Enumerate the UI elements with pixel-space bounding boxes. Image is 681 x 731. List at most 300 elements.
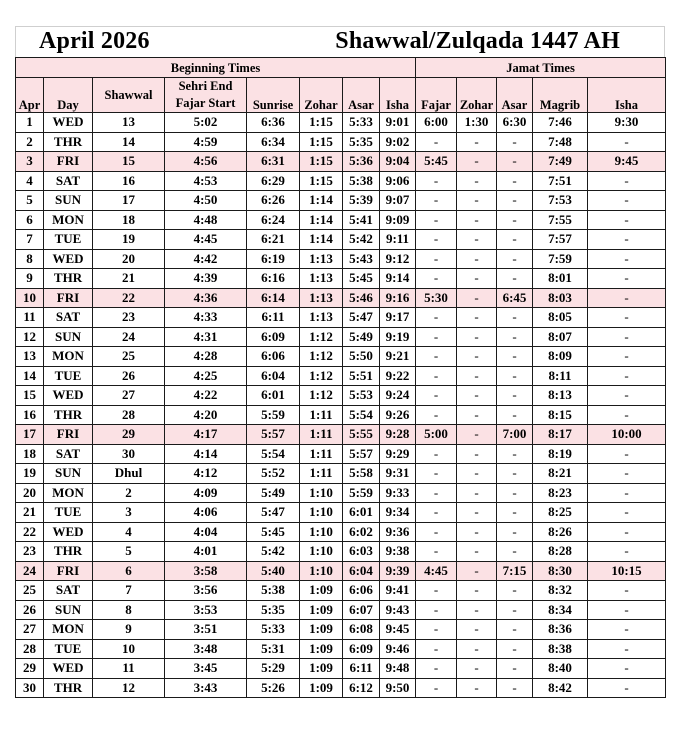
cell-jamat-magrib: 8:25 [533,503,588,523]
cell-jamat-asar: - [497,581,533,601]
cell-jamat-asar: - [497,191,533,211]
timetable-body [16,113,666,698]
cell-zohar: 1:15 [300,132,343,152]
cell-sunrise: 6:06 [247,347,300,367]
cell-isha: 9:46 [380,639,416,659]
cell-isha: 9:29 [380,444,416,464]
cell-jamat-fajar: - [416,444,457,464]
cell-fajar-start: 4:31 [165,327,247,347]
cell-isha: 9:16 [380,288,416,308]
cell-jamat-magrib: 8:42 [533,678,588,698]
cell-jamat-zohar: - [457,230,497,250]
cell-jamat-isha: - [588,308,666,328]
cell-day: MON [44,620,93,640]
cell-asar: 5:36 [343,152,380,172]
cell-jamat-zohar: - [457,347,497,367]
cell-jamat-asar: - [497,269,533,289]
cell-fajar-start: 4:22 [165,386,247,406]
cell-isha: 9:41 [380,581,416,601]
cell-fajar-start: 4:12 [165,464,247,484]
cell-isha: 9:48 [380,659,416,679]
cell-jamat-magrib: 8:21 [533,464,588,484]
table-row [16,659,666,679]
cell-jamat-fajar: 6:00 [416,113,457,133]
cell-jamat-asar: - [497,366,533,386]
cell-jamat-asar: - [497,639,533,659]
cell-jamat-fajar: - [416,600,457,620]
cell-jamat-magrib: 7:57 [533,230,588,250]
cell-sunrise: 6:34 [247,132,300,152]
cell-jamat-fajar: - [416,581,457,601]
cell-day: MON [44,483,93,503]
cell-hijri: 25 [93,347,165,367]
cell-sunrise: 6:31 [247,152,300,172]
col-jamat-magrib: Magrib [533,78,588,113]
cell-jamat-magrib: 8:23 [533,483,588,503]
cell-sunrise: 5:45 [247,522,300,542]
cell-fajar-start: 4:42 [165,249,247,269]
table-row [16,288,666,308]
cell-isha: 9:01 [380,113,416,133]
cell-sunrise: 5:33 [247,620,300,640]
cell-isha: 9:14 [380,269,416,289]
cell-isha: 9:31 [380,464,416,484]
col-fajar-start-label: Fajar Start [175,96,236,110]
cell-hijri: 27 [93,386,165,406]
table-row [16,249,666,269]
cell-zohar: 1:12 [300,327,343,347]
cell-asar: 5:43 [343,249,380,269]
cell-date: 11 [16,308,44,328]
timetable-sheet [15,26,665,698]
cell-asar: 6:01 [343,503,380,523]
table-row [16,425,666,445]
cell-jamat-isha: - [588,366,666,386]
cell-zohar: 1:11 [300,444,343,464]
cell-day: FRI [44,152,93,172]
cell-jamat-asar: 6:30 [497,113,533,133]
cell-jamat-magrib: 8:34 [533,600,588,620]
cell-asar: 5:49 [343,327,380,347]
col-apr: Apr [16,78,44,113]
col-day: Day [44,78,93,113]
cell-zohar: 1:09 [300,620,343,640]
cell-jamat-magrib: 8:01 [533,269,588,289]
cell-date: 13 [16,347,44,367]
cell-jamat-asar: - [497,230,533,250]
cell-sunrise: 6:11 [247,308,300,328]
cell-asar: 5:38 [343,171,380,191]
cell-asar: 5:53 [343,386,380,406]
cell-day: WED [44,249,93,269]
cell-sunrise: 6:09 [247,327,300,347]
cell-jamat-zohar: - [457,288,497,308]
cell-jamat-asar: - [497,249,533,269]
cell-jamat-asar: - [497,503,533,523]
cell-jamat-isha: - [588,581,666,601]
col-asar: Asar [343,78,380,113]
cell-sunrise: 5:38 [247,581,300,601]
cell-hijri: 11 [93,659,165,679]
cell-fajar-start: 4:25 [165,366,247,386]
table-row [16,191,666,211]
cell-day: SAT [44,171,93,191]
cell-asar: 5:46 [343,288,380,308]
cell-zohar: 1:11 [300,464,343,484]
table-row [16,464,666,484]
cell-jamat-isha: - [588,639,666,659]
cell-jamat-asar: - [497,210,533,230]
cell-isha: 9:33 [380,483,416,503]
cell-isha: 9:26 [380,405,416,425]
cell-fajar-start: 4:14 [165,444,247,464]
cell-day: FRI [44,561,93,581]
cell-isha: 9:12 [380,249,416,269]
cell-date: 4 [16,171,44,191]
cell-date: 17 [16,425,44,445]
cell-jamat-fajar: - [416,171,457,191]
table-row [16,366,666,386]
cell-hijri: 2 [93,483,165,503]
col-zohar: Zohar [300,78,343,113]
cell-sunrise: 5:54 [247,444,300,464]
cell-jamat-asar: - [497,308,533,328]
cell-asar: 5:42 [343,230,380,250]
cell-jamat-zohar: - [457,308,497,328]
cell-date: 14 [16,366,44,386]
cell-jamat-asar: - [497,347,533,367]
cell-day: TUE [44,230,93,250]
cell-hijri: 13 [93,113,165,133]
cell-asar: 5:33 [343,113,380,133]
col-jamat-asar: Asar [497,78,533,113]
cell-isha: 9:39 [380,561,416,581]
cell-jamat-zohar: - [457,132,497,152]
col-jamat-fajar: Fajar [416,78,457,113]
cell-isha: 9:07 [380,191,416,211]
cell-jamat-zohar: - [457,171,497,191]
cell-jamat-magrib: 8:09 [533,347,588,367]
cell-jamat-isha: - [588,444,666,464]
cell-day: THR [44,269,93,289]
cell-jamat-zohar: - [457,581,497,601]
cell-fajar-start: 4:33 [165,308,247,328]
cell-zohar: 1:09 [300,581,343,601]
cell-fajar-start: 4:53 [165,171,247,191]
cell-hijri: Dhul [93,464,165,484]
cell-jamat-magrib: 8:26 [533,522,588,542]
cell-day: THR [44,678,93,698]
cell-date: 5 [16,191,44,211]
cell-zohar: 1:14 [300,210,343,230]
cell-hijri: 10 [93,639,165,659]
cell-jamat-isha: - [588,542,666,562]
cell-jamat-magrib: 8:38 [533,639,588,659]
cell-sunrise: 6:26 [247,191,300,211]
cell-date: 19 [16,464,44,484]
table-row [16,503,666,523]
cell-jamat-zohar: - [457,542,497,562]
cell-jamat-asar: - [497,405,533,425]
cell-zohar: 1:13 [300,308,343,328]
cell-jamat-asar: - [497,600,533,620]
cell-hijri: 5 [93,542,165,562]
cell-jamat-magrib: 8:17 [533,425,588,445]
cell-jamat-zohar: - [457,678,497,698]
cell-jamat-magrib: 7:55 [533,210,588,230]
cell-asar: 5:39 [343,191,380,211]
cell-jamat-zohar: - [457,152,497,172]
cell-jamat-magrib: 8:32 [533,581,588,601]
col-sunrise: Sunrise [247,78,300,113]
cell-fajar-start: 4:36 [165,288,247,308]
col-sehri-end-label: Sehri End [178,79,233,93]
cell-hijri: 3 [93,503,165,523]
cell-jamat-isha: - [588,678,666,698]
cell-zohar: 1:09 [300,678,343,698]
cell-hijri: 17 [93,191,165,211]
cell-zohar: 1:09 [300,639,343,659]
cell-jamat-asar: 7:00 [497,425,533,445]
cell-fajar-start: 3:53 [165,600,247,620]
cell-asar: 5:51 [343,366,380,386]
cell-sunrise: 6:21 [247,230,300,250]
cell-asar: 5:57 [343,444,380,464]
cell-fajar-start: 3:58 [165,561,247,581]
cell-day: THR [44,542,93,562]
cell-zohar: 1:13 [300,249,343,269]
cell-jamat-asar: - [497,483,533,503]
cell-jamat-magrib: 7:53 [533,191,588,211]
cell-asar: 6:09 [343,639,380,659]
cell-fajar-start: 3:48 [165,639,247,659]
cell-jamat-asar: - [497,542,533,562]
cell-jamat-asar: - [497,659,533,679]
cell-hijri: 18 [93,210,165,230]
cell-date: 23 [16,542,44,562]
cell-isha: 9:34 [380,503,416,523]
cell-sunrise: 5:35 [247,600,300,620]
cell-jamat-magrib: 7:48 [533,132,588,152]
cell-asar: 5:47 [343,308,380,328]
cell-sunrise: 5:40 [247,561,300,581]
cell-day: SUN [44,600,93,620]
cell-isha: 9:04 [380,152,416,172]
cell-date: 27 [16,620,44,640]
table-row [16,113,666,133]
table-row [16,561,666,581]
cell-isha: 9:17 [380,308,416,328]
cell-sunrise: 5:42 [247,542,300,562]
cell-isha: 9:50 [380,678,416,698]
group-header-row [16,58,666,78]
cell-jamat-fajar: - [416,308,457,328]
cell-fajar-start: 4:28 [165,347,247,367]
cell-isha: 9:43 [380,600,416,620]
cell-isha: 9:24 [380,386,416,406]
cell-sunrise: 5:26 [247,678,300,698]
cell-jamat-zohar: - [457,386,497,406]
cell-asar: 6:03 [343,542,380,562]
cell-asar: 6:06 [343,581,380,601]
cell-jamat-magrib: 8:07 [533,327,588,347]
cell-jamat-zohar: - [457,659,497,679]
cell-jamat-isha: - [588,405,666,425]
cell-date: 28 [16,639,44,659]
hijri-title: Shawwal/Zulqada 1447 AH [335,28,620,54]
cell-hijri: 12 [93,678,165,698]
cell-zohar: 1:12 [300,366,343,386]
cell-hijri: 14 [93,132,165,152]
cell-jamat-zohar: - [457,366,497,386]
cell-jamat-magrib: 8:40 [533,659,588,679]
cell-hijri: 7 [93,581,165,601]
cell-zohar: 1:10 [300,561,343,581]
cell-jamat-magrib: 8:03 [533,288,588,308]
cell-sunrise: 5:59 [247,405,300,425]
cell-date: 18 [16,444,44,464]
cell-sunrise: 5:31 [247,639,300,659]
col-jamat-isha: Isha [588,78,666,113]
col-fajar-start [165,78,247,113]
cell-date: 1 [16,113,44,133]
cell-asar: 6:04 [343,561,380,581]
cell-jamat-fajar: - [416,210,457,230]
cell-jamat-fajar: - [416,269,457,289]
cell-isha: 9:11 [380,230,416,250]
cell-jamat-zohar: - [457,425,497,445]
table-row [16,230,666,250]
cell-fajar-start: 4:04 [165,522,247,542]
cell-jamat-fajar: - [416,249,457,269]
jamat-times-header: Jamat Times [416,58,666,78]
col-shawwal: Shawwal [93,78,165,113]
cell-jamat-zohar: - [457,483,497,503]
cell-fajar-start: 4:59 [165,132,247,152]
table-row [16,210,666,230]
table-row [16,620,666,640]
cell-sunrise: 6:01 [247,386,300,406]
cell-date: 29 [16,659,44,679]
cell-jamat-fajar: - [416,347,457,367]
cell-jamat-isha: 10:00 [588,425,666,445]
cell-hijri: 6 [93,561,165,581]
cell-sunrise: 5:57 [247,425,300,445]
cell-isha: 9:09 [380,210,416,230]
cell-jamat-isha: - [588,132,666,152]
prayer-timetable [15,57,666,698]
cell-date: 9 [16,269,44,289]
cell-fajar-start: 4:56 [165,152,247,172]
cell-day: SAT [44,308,93,328]
cell-jamat-magrib: 7:51 [533,171,588,191]
cell-date: 16 [16,405,44,425]
cell-asar: 5:45 [343,269,380,289]
cell-fajar-start: 4:01 [165,542,247,562]
cell-zohar: 1:15 [300,152,343,172]
cell-jamat-fajar: - [416,620,457,640]
cell-date: 12 [16,327,44,347]
cell-jamat-isha: 10:15 [588,561,666,581]
cell-jamat-fajar: - [416,386,457,406]
cell-fajar-start: 3:43 [165,678,247,698]
cell-sunrise: 6:19 [247,249,300,269]
cell-jamat-isha: - [588,327,666,347]
cell-zohar: 1:14 [300,191,343,211]
cell-jamat-fajar: - [416,327,457,347]
cell-hijri: 8 [93,600,165,620]
cell-date: 15 [16,386,44,406]
cell-zohar: 1:11 [300,425,343,445]
cell-jamat-fajar: - [416,678,457,698]
cell-isha: 9:02 [380,132,416,152]
cell-sunrise: 5:47 [247,503,300,523]
cell-jamat-zohar: - [457,249,497,269]
cell-jamat-isha: - [588,347,666,367]
cell-jamat-asar: - [497,522,533,542]
cell-jamat-isha: - [588,659,666,679]
cell-jamat-magrib: 8:05 [533,308,588,328]
cell-jamat-fajar: 5:45 [416,152,457,172]
cell-fajar-start: 4:06 [165,503,247,523]
cell-jamat-fajar: - [416,503,457,523]
cell-zohar: 1:10 [300,542,343,562]
cell-day: WED [44,522,93,542]
cell-day: SAT [44,581,93,601]
cell-fajar-start: 3:56 [165,581,247,601]
cell-day: TUE [44,639,93,659]
cell-jamat-fajar: - [416,366,457,386]
cell-jamat-zohar: - [457,522,497,542]
cell-zohar: 1:11 [300,405,343,425]
table-row [16,542,666,562]
cell-isha: 9:22 [380,366,416,386]
cell-sunrise: 5:52 [247,464,300,484]
table-row [16,483,666,503]
cell-day: THR [44,405,93,425]
cell-sunrise: 6:36 [247,113,300,133]
table-row [16,522,666,542]
table-row [16,269,666,289]
cell-hijri: 28 [93,405,165,425]
cell-day: MON [44,347,93,367]
cell-date: 6 [16,210,44,230]
cell-jamat-fajar: - [416,639,457,659]
cell-jamat-zohar: - [457,444,497,464]
cell-fajar-start: 3:45 [165,659,247,679]
cell-jamat-fajar: - [416,405,457,425]
cell-jamat-isha: - [588,600,666,620]
cell-jamat-magrib: 7:46 [533,113,588,133]
cell-jamat-zohar: - [457,600,497,620]
cell-jamat-fajar: - [416,132,457,152]
cell-hijri: 9 [93,620,165,640]
cell-asar: 6:02 [343,522,380,542]
cell-jamat-zohar: - [457,191,497,211]
cell-jamat-asar: - [497,444,533,464]
cell-zohar: 1:09 [300,659,343,679]
cell-day: FRI [44,425,93,445]
cell-date: 25 [16,581,44,601]
cell-asar: 6:12 [343,678,380,698]
cell-hijri: 4 [93,522,165,542]
cell-hijri: 23 [93,308,165,328]
cell-hijri: 16 [93,171,165,191]
cell-jamat-asar: - [497,171,533,191]
cell-zohar: 1:09 [300,600,343,620]
cell-isha: 9:45 [380,620,416,640]
cell-jamat-isha: - [588,171,666,191]
